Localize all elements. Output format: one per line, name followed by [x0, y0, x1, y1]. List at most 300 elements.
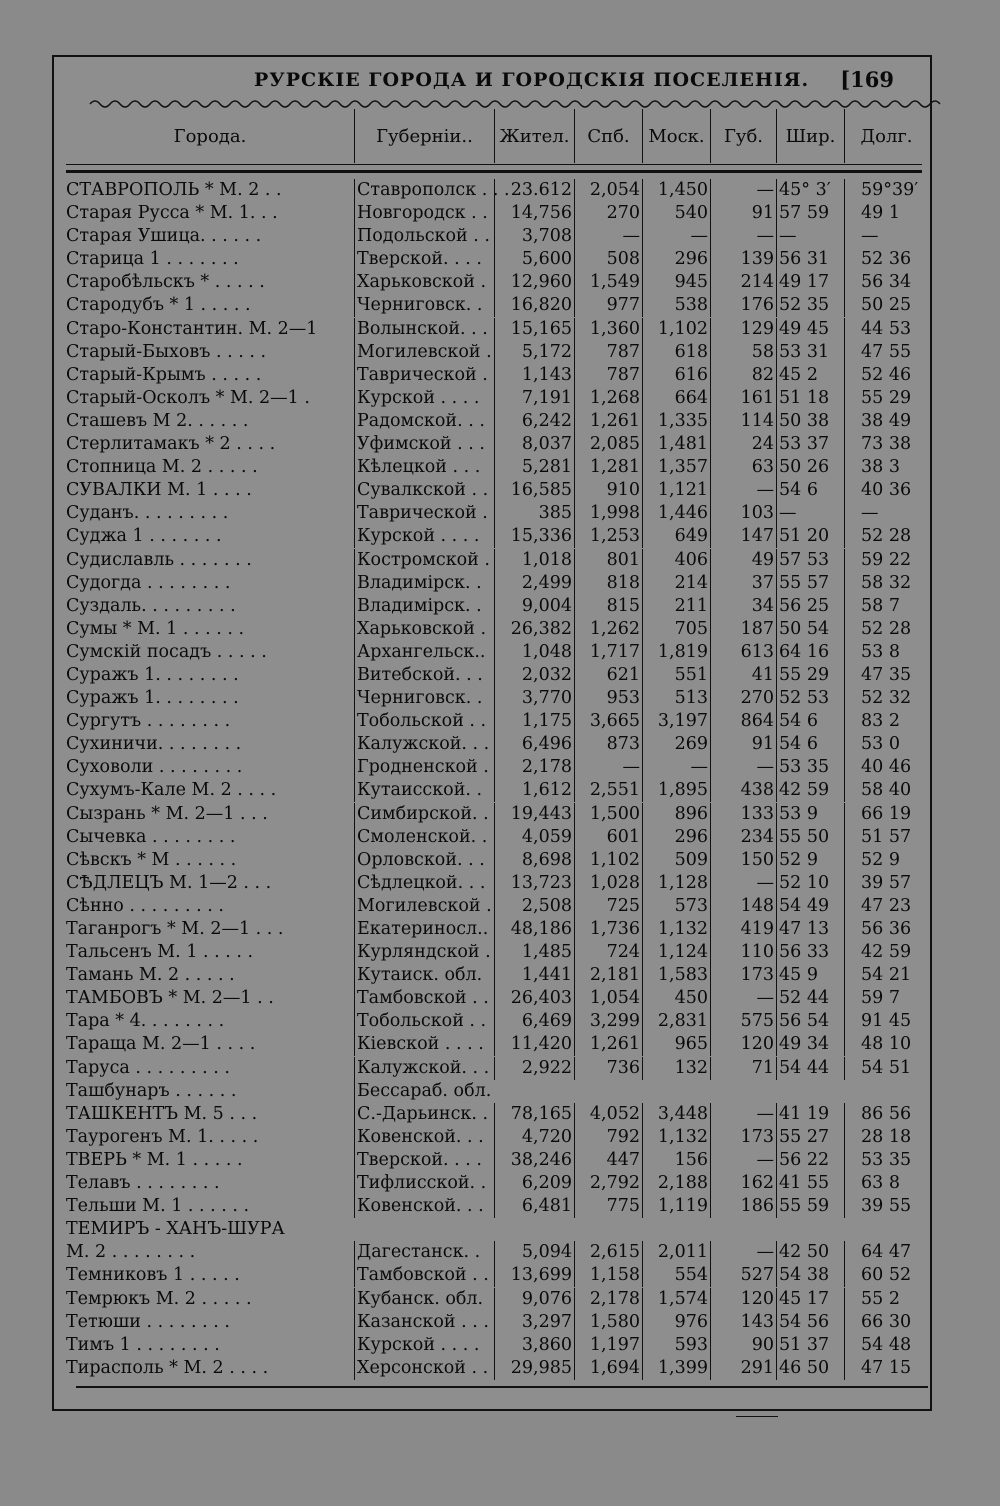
cell-longitude: 55 2 [844, 1288, 928, 1311]
cell-latitude: 51 18 [776, 387, 844, 410]
cell-city: М. 2 . . . . . . . . [66, 1242, 196, 1263]
cell-city: Старая Ушица. . . . . . [66, 226, 262, 247]
cell-population: 9,004 [494, 595, 574, 618]
cell-population: 16,820 [494, 294, 574, 317]
cell-moscow: 1,132 [642, 918, 710, 941]
table-row [66, 549, 928, 572]
cell-city: Ташбунаръ . . . . . . [66, 1080, 237, 1101]
cell-spb: 1,253 [574, 525, 642, 548]
cell-moscow: 593 [642, 1334, 710, 1357]
table-row [66, 271, 928, 294]
cell-city: ТАШКЕНТЪ М. 5 . . . [66, 1103, 258, 1124]
cell-gub: 148 [710, 895, 776, 918]
cell-latitude: 51 20 [776, 525, 844, 548]
cell-latitude: 53 9 [776, 803, 844, 826]
cell-moscow: — [642, 756, 710, 779]
cell-longitude: 47 35 [844, 664, 928, 687]
cell-city: Старый-Крымъ . . . . . [66, 364, 262, 385]
cell-gub: 864 [710, 710, 776, 733]
page-number: [169 [840, 67, 894, 92]
cell-province: Ковенской. . . [354, 1126, 494, 1149]
cell-city: Тетюши . . . . . . . . [66, 1311, 230, 1332]
cell-population: 8,037 [494, 433, 574, 456]
cell-population: 4,059 [494, 826, 574, 849]
cell-population: 2,922 [494, 1057, 574, 1080]
cell-spb: 270 [574, 202, 642, 225]
cell-spb: 977 [574, 294, 642, 317]
table-row [66, 456, 928, 479]
cell-gub: 63 [710, 456, 776, 479]
cell-gub: — [710, 987, 776, 1010]
table-row [66, 179, 928, 202]
cell-city: ТАМБОВЪ * М. 2—1 . . [66, 988, 274, 1009]
cell-population: 13,723 [494, 872, 574, 895]
cell-province: Курской . . . . [354, 525, 494, 548]
cell-latitude: 45 17 [776, 1288, 844, 1311]
cell-spb: 621 [574, 664, 642, 687]
table-row [66, 1195, 928, 1218]
cell-latitude: 41 55 [776, 1172, 844, 1195]
cell-gub: — [710, 479, 776, 502]
cell-city: Тальсенъ М. 1 . . . . . [66, 942, 254, 963]
cell-longitude: 59 7 [844, 987, 928, 1010]
cell-latitude: 50 54 [776, 618, 844, 641]
cell-moscow: 664 [642, 387, 710, 410]
cell-population: 1,018 [494, 549, 574, 572]
cell-moscow: 618 [642, 341, 710, 364]
cell-spb: 815 [574, 595, 642, 618]
cell-latitude: 49 45 [776, 318, 844, 341]
cell-latitude: 49 34 [776, 1033, 844, 1056]
cell-population: 13,699 [494, 1264, 574, 1287]
cell-province: Симбирской. . [354, 803, 494, 826]
cell-city: СТАВРОПОЛЬ * М. 2 . . [66, 180, 282, 200]
cell-longitude: 53 0 [844, 733, 928, 756]
cell-latitude: 53 31 [776, 341, 844, 364]
cell-latitude: 46 50 [776, 1357, 844, 1380]
cell-city: Таруса . . . . . . . . . [66, 1057, 230, 1078]
table-row [66, 364, 928, 387]
cell-moscow: 1,335 [642, 410, 710, 433]
cell-longitude: 52 28 [844, 618, 928, 641]
cell-moscow: 214 [642, 572, 710, 595]
table-row [66, 687, 928, 710]
cell-city: Судиславль . . . . . . . [66, 549, 252, 570]
cell-moscow: 1,102 [642, 318, 710, 341]
cell-moscow: 1,128 [642, 872, 710, 895]
cell-province: Таврической . [354, 502, 494, 525]
cell-spb: 1,281 [574, 456, 642, 479]
cell-moscow: 896 [642, 803, 710, 826]
cell-moscow: 554 [642, 1264, 710, 1287]
table-row [66, 1264, 928, 1287]
cell-gub: 58 [710, 341, 776, 364]
cell-city: ТЕМИРЪ - ХАНЪ-ШУРА [66, 1219, 285, 1240]
cell-province: Тифлисской. . [354, 1172, 494, 1195]
column-header-latitude: Шир. [776, 109, 844, 163]
cell-latitude: 55 29 [776, 664, 844, 687]
table-row [66, 987, 928, 1010]
cell-spb: 910 [574, 479, 642, 502]
cell-province: Костромской . [354, 549, 494, 572]
cell-province: Херсонской . . [354, 1357, 494, 1380]
cell-longitude: 59°39′ [844, 179, 928, 202]
table-row [66, 826, 928, 849]
cell-province: Владимірск. . [354, 572, 494, 595]
cell-gub: 173 [710, 1126, 776, 1149]
cell-latitude: 42 50 [776, 1241, 844, 1264]
cell-spb: 447 [574, 1149, 642, 1172]
cell-longitude: — [844, 502, 928, 525]
cell-population: 6,481 [494, 1195, 574, 1218]
cell-moscow: 156 [642, 1149, 710, 1172]
cell-population: 38,246 [494, 1149, 574, 1172]
cell-longitude: 58 7 [844, 595, 928, 618]
cell-longitude: 86 56 [844, 1103, 928, 1126]
table-row [66, 294, 928, 317]
cell-city: Суданъ. . . . . . . . . [66, 503, 229, 524]
table-row [66, 1126, 928, 1149]
table-row [66, 595, 928, 618]
cell-spb: 1,102 [574, 849, 642, 872]
cell-spb: 2,551 [574, 779, 642, 802]
cell-latitude: 52 9 [776, 849, 844, 872]
cell-gub: 186 [710, 1195, 776, 1218]
table-row [66, 872, 928, 895]
cell-city: Сухумъ-Кале М. 2 . . . . [66, 780, 277, 801]
cell-spb: 775 [574, 1195, 642, 1218]
cell-longitude: 64 47 [844, 1241, 928, 1264]
table-row [66, 502, 928, 525]
cell-province: Тобольской . . [354, 1010, 494, 1033]
cell-province: Сувалкской . . [354, 479, 494, 502]
cell-province: Черниговск. . [354, 294, 494, 317]
cell-province: Калужской. . . [354, 1057, 494, 1080]
cell-city: Тирасполь * М. 2 . . . . [66, 1357, 269, 1378]
table-row [66, 1080, 928, 1103]
cell-latitude: 45 2 [776, 364, 844, 387]
cell-moscow: 540 [642, 202, 710, 225]
cell-latitude: 45° 3′ [776, 179, 844, 202]
cell-latitude: 54 6 [776, 733, 844, 756]
column-header-gub: Губ. [710, 109, 776, 163]
cell-longitude: 39 57 [844, 872, 928, 895]
cell-spb: 1,717 [574, 641, 642, 664]
cell-latitude: 50 38 [776, 410, 844, 433]
cell-province: Черниговск. . [354, 687, 494, 710]
cell-spb: — [574, 225, 642, 248]
cell-city: Темниковъ 1 . . . . . [66, 1265, 240, 1286]
cell-population: 78,165 [494, 1103, 574, 1126]
cell-city: Суздаль. . . . . . . . . [66, 595, 236, 616]
cell-moscow: 649 [642, 525, 710, 548]
cell-gub: 120 [710, 1288, 776, 1311]
cell-city: Тамань М. 2 . . . . . [66, 965, 235, 986]
table-row [66, 733, 928, 756]
cell-city: Таганрогъ * М. 2—1 . . . [66, 919, 284, 939]
cell-longitude: 52 36 [844, 248, 928, 271]
cell-population: 1,612 [494, 779, 574, 802]
cell-latitude: 45 9 [776, 964, 844, 987]
cell-city: Стерлитамакъ * 2 . . . . [66, 434, 276, 455]
cell-gub: 575 [710, 1010, 776, 1033]
cell-spb: 1,268 [574, 387, 642, 410]
cell-spb: 1,158 [574, 1264, 642, 1287]
cell-population: 16,585 [494, 479, 574, 502]
cell-spb: 953 [574, 687, 642, 710]
cell-latitude: 54 6 [776, 710, 844, 733]
cell-latitude: 54 38 [776, 1264, 844, 1287]
table-row [66, 387, 928, 410]
cell-city: Темрюкъ М. 2 . . . . . [66, 1288, 252, 1309]
cell-population: 11,420 [494, 1033, 574, 1056]
cell-gub: 162 [710, 1172, 776, 1195]
cell-gub: — [710, 179, 776, 202]
cell-population: 23.612 [494, 179, 574, 202]
cell-spb: 1,998 [574, 502, 642, 525]
cell-moscow: 1,583 [642, 964, 710, 987]
cell-moscow: 1,819 [642, 641, 710, 664]
cell-gub: — [710, 1241, 776, 1264]
table-row [66, 641, 928, 664]
cell-longitude: 56 36 [844, 918, 928, 941]
table-row [66, 1103, 928, 1126]
table-row [66, 664, 928, 687]
cell-city: Сычевка . . . . . . . . [66, 826, 236, 847]
cell-longitude: 56 34 [844, 271, 928, 294]
cities-table [66, 179, 928, 1380]
cell-moscow: — [642, 225, 710, 248]
cell-moscow: 616 [642, 364, 710, 387]
cell-gub: 120 [710, 1033, 776, 1056]
cell-population: 4,720 [494, 1126, 574, 1149]
cell-longitude: 38 49 [844, 410, 928, 433]
cell-city: Таурогенъ М. 1. . . . . [66, 1126, 259, 1147]
cell-gub: 110 [710, 941, 776, 964]
cell-population: 3,708 [494, 225, 574, 248]
cell-population: 15,165 [494, 318, 574, 341]
cell-gub: 71 [710, 1057, 776, 1080]
cell-gub: 143 [710, 1311, 776, 1334]
cell-spb: 1,736 [574, 918, 642, 941]
cell-gub: — [710, 225, 776, 248]
cell-longitude: 47 55 [844, 341, 928, 364]
cell-gub: 161 [710, 387, 776, 410]
table-row [66, 618, 928, 641]
table-row [66, 202, 928, 225]
cell-latitude: 64 16 [776, 641, 844, 664]
cell-city: Тимъ 1 . . . . . . . . [66, 1334, 220, 1355]
table-row [66, 1218, 928, 1241]
cell-moscow: 3,448 [642, 1103, 710, 1126]
cell-gub: 91 [710, 733, 776, 756]
cell-spb: 1,580 [574, 1311, 642, 1334]
cell-province: Орловской. . . [354, 849, 494, 872]
cell-moscow: 269 [642, 733, 710, 756]
cell-longitude: 50 25 [844, 294, 928, 317]
cell-province: Новгородск . . [354, 202, 494, 225]
cell-population: 7,191 [494, 387, 574, 410]
cell-population: 48,186 [494, 918, 574, 941]
cell-population: 6,469 [494, 1010, 574, 1033]
table-row [66, 849, 928, 872]
cell-moscow: 1,450 [642, 179, 710, 202]
cell-population: 19,443 [494, 803, 574, 826]
table-row [66, 433, 928, 456]
cell-population: 1,485 [494, 941, 574, 964]
cell-longitude: 53 35 [844, 1149, 928, 1172]
cell-longitude: 44 53 [844, 318, 928, 341]
cell-moscow: 1,132 [642, 1126, 710, 1149]
cell-latitude: 52 53 [776, 687, 844, 710]
cell-city: Суховоли . . . . . . . . [66, 757, 243, 778]
cell-spb: 736 [574, 1057, 642, 1080]
cell-city: Суражъ 1. . . . . . . . [66, 688, 239, 709]
cell-latitude: — [776, 225, 844, 248]
cell-longitude: 47 23 [844, 895, 928, 918]
cell-spb: 1,261 [574, 1033, 642, 1056]
cell-longitude: 66 19 [844, 803, 928, 826]
cell-moscow: 296 [642, 826, 710, 849]
cell-province: Кубанск. обл. [354, 1288, 494, 1311]
cell-province: Уфимской . . . [354, 433, 494, 456]
cell-population: 385 [494, 502, 574, 525]
cell-longitude: 63 8 [844, 1172, 928, 1195]
cell-longitude: 52 9 [844, 849, 928, 872]
cell-city: Старый-Быховъ . . . . . [66, 341, 267, 362]
table-row [66, 525, 928, 548]
cell-population: 2,499 [494, 572, 574, 595]
cell-longitude: 42 59 [844, 941, 928, 964]
cell-latitude: 42 59 [776, 779, 844, 802]
cell-spb: 873 [574, 733, 642, 756]
cell-gub: 90 [710, 1334, 776, 1357]
cell-city: Суджа 1 . . . . . . . [66, 526, 222, 547]
cell-population: 5,094 [494, 1241, 574, 1264]
cell-latitude: 50 26 [776, 456, 844, 479]
cell-moscow: 2,011 [642, 1241, 710, 1264]
cell-gub: 291 [710, 1357, 776, 1380]
cell-gub: 419 [710, 918, 776, 941]
cell-province: Кутаисской. . [354, 779, 494, 802]
cell-population: 5,172 [494, 341, 574, 364]
cell-moscow: 945 [642, 271, 710, 294]
column-header-population: Жител. [494, 109, 574, 163]
cell-moscow: 406 [642, 549, 710, 572]
cell-longitude: 51 57 [844, 826, 928, 849]
cell-latitude: 51 37 [776, 1334, 844, 1357]
cell-latitude: 52 44 [776, 987, 844, 1010]
cell-latitude: 53 35 [776, 756, 844, 779]
cell-city: Стародубъ * 1 . . . . . [66, 295, 251, 316]
cell-moscow: 1,124 [642, 941, 710, 964]
cell-population: 3,297 [494, 1311, 574, 1334]
cell-population: 6,242 [494, 410, 574, 433]
cell-gub: 438 [710, 779, 776, 802]
cell-spb: 792 [574, 1126, 642, 1149]
cell-population: 2,178 [494, 756, 574, 779]
cell-province: Харьковской . [354, 271, 494, 294]
cell-spb: 724 [574, 941, 642, 964]
table-row [66, 895, 928, 918]
cell-longitude: 54 21 [844, 964, 928, 987]
cell-city: Тараща М. 2—1 . . . . [66, 1034, 256, 1055]
cell-longitude: 83 2 [844, 710, 928, 733]
cell-city: Сумы * М. 1 . . . . . . [66, 618, 245, 639]
cell-spb: 801 [574, 549, 642, 572]
cell-province: Витебской. . . [354, 664, 494, 687]
cell-population: 29,985 [494, 1357, 574, 1380]
cell-moscow: 1,399 [642, 1357, 710, 1380]
table-row [66, 1033, 928, 1056]
cell-moscow: 965 [642, 1033, 710, 1056]
cell-gub: 34 [710, 595, 776, 618]
cell-city: Сѣвскъ * М . . . . . . [66, 849, 237, 870]
table-row [66, 479, 928, 502]
cell-latitude: 55 57 [776, 572, 844, 595]
header-double-rule [66, 164, 922, 173]
cell-province: Кіевской . . . . [354, 1033, 494, 1056]
cell-longitude: 47 15 [844, 1357, 928, 1380]
cell-population: 2,032 [494, 664, 574, 687]
cell-population: 6,209 [494, 1172, 574, 1195]
cell-latitude: — [776, 502, 844, 525]
cell-moscow: 573 [642, 895, 710, 918]
cell-city: Суражъ 1. . . . . . . . [66, 664, 239, 685]
cell-spb: 2,054 [574, 179, 642, 202]
cell-province: Могилевской . [354, 895, 494, 918]
cell-province: Бессараб. обл. [354, 1080, 494, 1103]
cell-longitude: 55 29 [844, 387, 928, 410]
table-row [66, 756, 928, 779]
cell-spb: 2,181 [574, 964, 642, 987]
cell-city: Старобѣльскъ * . . . . . [66, 272, 265, 293]
cell-province: Подольской . . [354, 225, 494, 248]
cell-gub: 187 [710, 618, 776, 641]
cell-gub: 147 [710, 525, 776, 548]
cell-province: Тверской. . . . [354, 248, 494, 271]
table-row [66, 1172, 928, 1195]
cell-gub: 139 [710, 248, 776, 271]
cell-spb: 2,792 [574, 1172, 642, 1195]
cell-longitude: 40 36 [844, 479, 928, 502]
cell-city: Судогда . . . . . . . . [66, 572, 231, 593]
cell-moscow: 211 [642, 595, 710, 618]
column-header-longitude: Долг. [844, 109, 928, 163]
cell-population: 15,336 [494, 525, 574, 548]
cell-longitude: 91 45 [844, 1010, 928, 1033]
column-header-row [66, 109, 928, 163]
cell-latitude: 54 44 [776, 1057, 844, 1080]
cell-spb: 508 [574, 248, 642, 271]
cell-province: Волынской. . . [354, 318, 494, 341]
cell-moscow: 1,481 [642, 433, 710, 456]
cell-province: Курской . . . . [354, 1334, 494, 1357]
cell-moscow: 513 [642, 687, 710, 710]
cell-longitude: 53 8 [844, 641, 928, 664]
cell-spb: 1,262 [574, 618, 642, 641]
cell-longitude: 52 46 [844, 364, 928, 387]
cell-province: Ковенской. . . [354, 1195, 494, 1218]
table-row [66, 964, 928, 987]
cell-moscow: 1,574 [642, 1288, 710, 1311]
cell-city: Тара * 4. . . . . . . . [66, 1011, 225, 1032]
cell-gub: 49 [710, 549, 776, 572]
column-header-spb: Спб. [574, 109, 642, 163]
cell-population: 14,756 [494, 202, 574, 225]
table-row [66, 318, 928, 341]
cell-latitude: 47 13 [776, 918, 844, 941]
